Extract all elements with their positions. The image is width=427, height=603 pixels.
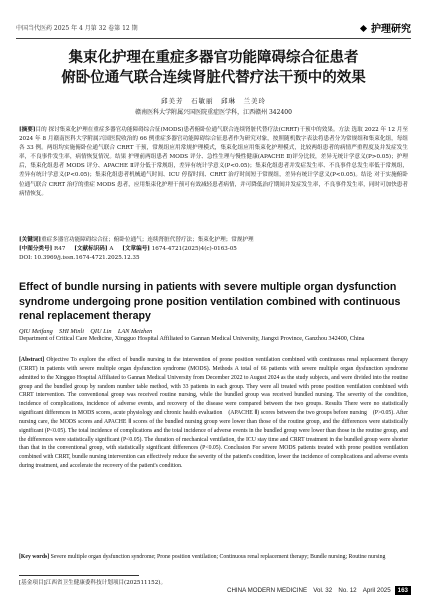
cn-abstract-label: [摘要]: [19, 127, 36, 133]
doc-value: A: [109, 246, 114, 252]
cn-affiliation: 赣南医科大学附属兴国医院重症医学科，江西赣州 342400: [135, 109, 292, 116]
section-label: 护理研究: [371, 24, 411, 35]
cn-abstract-text: 目的 探讨集束化护理在重症多器官功能障碍综合征(MODS)患者俯卧位通气联合连续肾脏代替疗法(CRRT)干预中的效果。方法 选取 2022 年 12 月至 2024 年 8 月赣南医科大学附属兴国医院收治的 66 例重症多器官功能障碍综合征患者作为研究对象，按照随机数字表法将患者分为常规组和集束化组，每组各 33 例。两组均实施俯卧位通气联合 CRRT 干预，常规组应用常规护理模式，集束化组应用集束化护理模式，比较两组患者的病情严重程度及并发症发生率，不良事件发生率，病情恢复情况。结果 护理前两组患者 MODS 评分、急性生理与慢性健康(APACHE Ⅱ)评分比较，差异无统计学意义(P>0.05)；护理后，集束化组患者 MODS 评分、APACHE Ⅱ评分低于常规组，差异有统计学意义(P<0.05)；集束化组患者并发症发生率、不良事件总发生率低于常规组，差异有统计学意义(P<0.05)；集束化组患者机械通气时间、ICU 停留时间、CRRT 治疗时间短于常规组，差异有统计学意义(P<0.05)。结论 对于实施俯卧位通气联合 CRRT 治疗的重症 MODS 患者，应用集束化护理干预可有效减轻患者病情，并可降低治疗期间并发症发生率，不良事件发生率，同时可加快患者病情恢复。: [19, 127, 408, 197]
en-abstract: [19, 356, 408, 471]
en-authors: QIU Meifang SHI Minli QIU Lin LAN Meizhen: [19, 328, 153, 335]
cn-authors: 邱美芳 石敏丽 邱琳 兰美玲: [161, 97, 266, 105]
section-heading: [361, 20, 411, 35]
cn-title: [20, 48, 407, 88]
cn-abstract: [19, 126, 408, 199]
en-keywords-text: Severe multiple organ dysfunction syndrome; Prone position ventilation; Continuous renal replacement therapy; Bundle nursing; Routine nursing: [49, 554, 386, 560]
running-header: [16, 20, 411, 38]
clc-value: R47: [54, 246, 66, 252]
header-divider: [16, 38, 411, 39]
en-abstract-label: [Abstract]: [19, 357, 45, 363]
cn-doi: DOI: 10.3969/j.issn.1674-4721.2025.12.35: [19, 255, 140, 261]
footnote-divider: [19, 575, 139, 576]
article-label: [文章编号]: [122, 246, 150, 252]
cn-classification: [19, 245, 408, 254]
en-abstract-text: Objective To explore the effect of bundle nursing in the intervention of prone position ventilation combined with continuous renal replacement therapy (CRRT) in patients with severe multiple organ dysfunction syndrome (MODS). Methods A total of 66 patients with severe multiple organ dysfunction syndrome admitted to the Xingguo Hospital Affiliated to Gannan Medical University from December 2022 to August 2024 as the study subjects, and were divided into the routine group and the bundled group by random number table method, with 33 patients in each group. They were all treated with prone position ventilation combined with CRRT intervention. The conventional group was received routine nursing, while the bundled group was received bundled nursing. The severity of the condition, incidence of complications, incidence of adverse events, and recovery of the disease were compared between the two groups. Results There were no statistically significant differences in MODS scores, acute physiology and chronic health evaluation (APACHE Ⅱ) scores between the two groups before nursing (P>0.05). After nursing care, the MODS scores and APACHE Ⅱ scores of the bundled nursing group were lower than those of the routine group, and the differences were statistically significant (P<0.05). The total incidence of complications and the total incidence of adverse events in the bundled group were lower than those in the routine group, and the differences were statistically significant (P<0.05). The duration of mechanical ventilation, the ICU stay time and CRRT treatment in the bundled group were shorter than that in the conventional group, with statistically significant differences (P<0.05). Conclusion For severe MODS patients treated with prone position ventilation combined with CRRT, bundle nursing intervention can effectively reduce the severity of the patient's condition, lower the incidence of complications and adverse events during treatment, and accelerate the recovery of the patient's condition.: [19, 357, 408, 470]
cn-title-line1: 集束化护理在重症多器官功能障碍综合征患者: [68, 50, 359, 66]
en-title: Effect of bundle nursing in patients with severe multiple organ dysfunction syndrome undergoing prone position ventilation combined with continuous renal replacement therapy: [19, 281, 401, 322]
en-keywords-label: [Key words]: [19, 554, 50, 560]
clc-label: [中图分类号]: [19, 246, 53, 252]
cn-keywords-text: 重症多器官功能障碍综合征；俯卧位通气；连续肾脏代替疗法；集束化护理；常规护理: [41, 237, 254, 243]
en-affiliation: Department of Critical Care Medicine, Xingguo Hospital Affiliated to Gannan Medical University, Jiangxi Province, Ganzhou 342400, China: [19, 336, 365, 342]
journal-issue: 中国当代医药 2025 年 4 月第 32 卷第 12 期: [16, 25, 138, 32]
cn-keywords-label: [关键词]: [19, 237, 42, 243]
page-footer: [227, 585, 411, 595]
cn-title-line2: 俯卧位通气联合连续肾脏代替疗法干预中的效果: [61, 70, 366, 86]
doc-label: [文献标识码]: [74, 246, 108, 252]
fund-note: [基金项目]江西省卫生健康委科技计划项目(202511152)。: [19, 580, 167, 586]
en-keywords: [19, 553, 408, 562]
diamond-icon: [360, 25, 367, 32]
cn-keywords: [19, 236, 408, 245]
footer-journal: CHINA MODERN MEDICINE Vol. 32 No. 12 April 2025: [226, 587, 391, 594]
page-number: 163: [395, 586, 411, 595]
article-value: 1674-4721(2025)4(c)-0163-05: [151, 246, 237, 252]
